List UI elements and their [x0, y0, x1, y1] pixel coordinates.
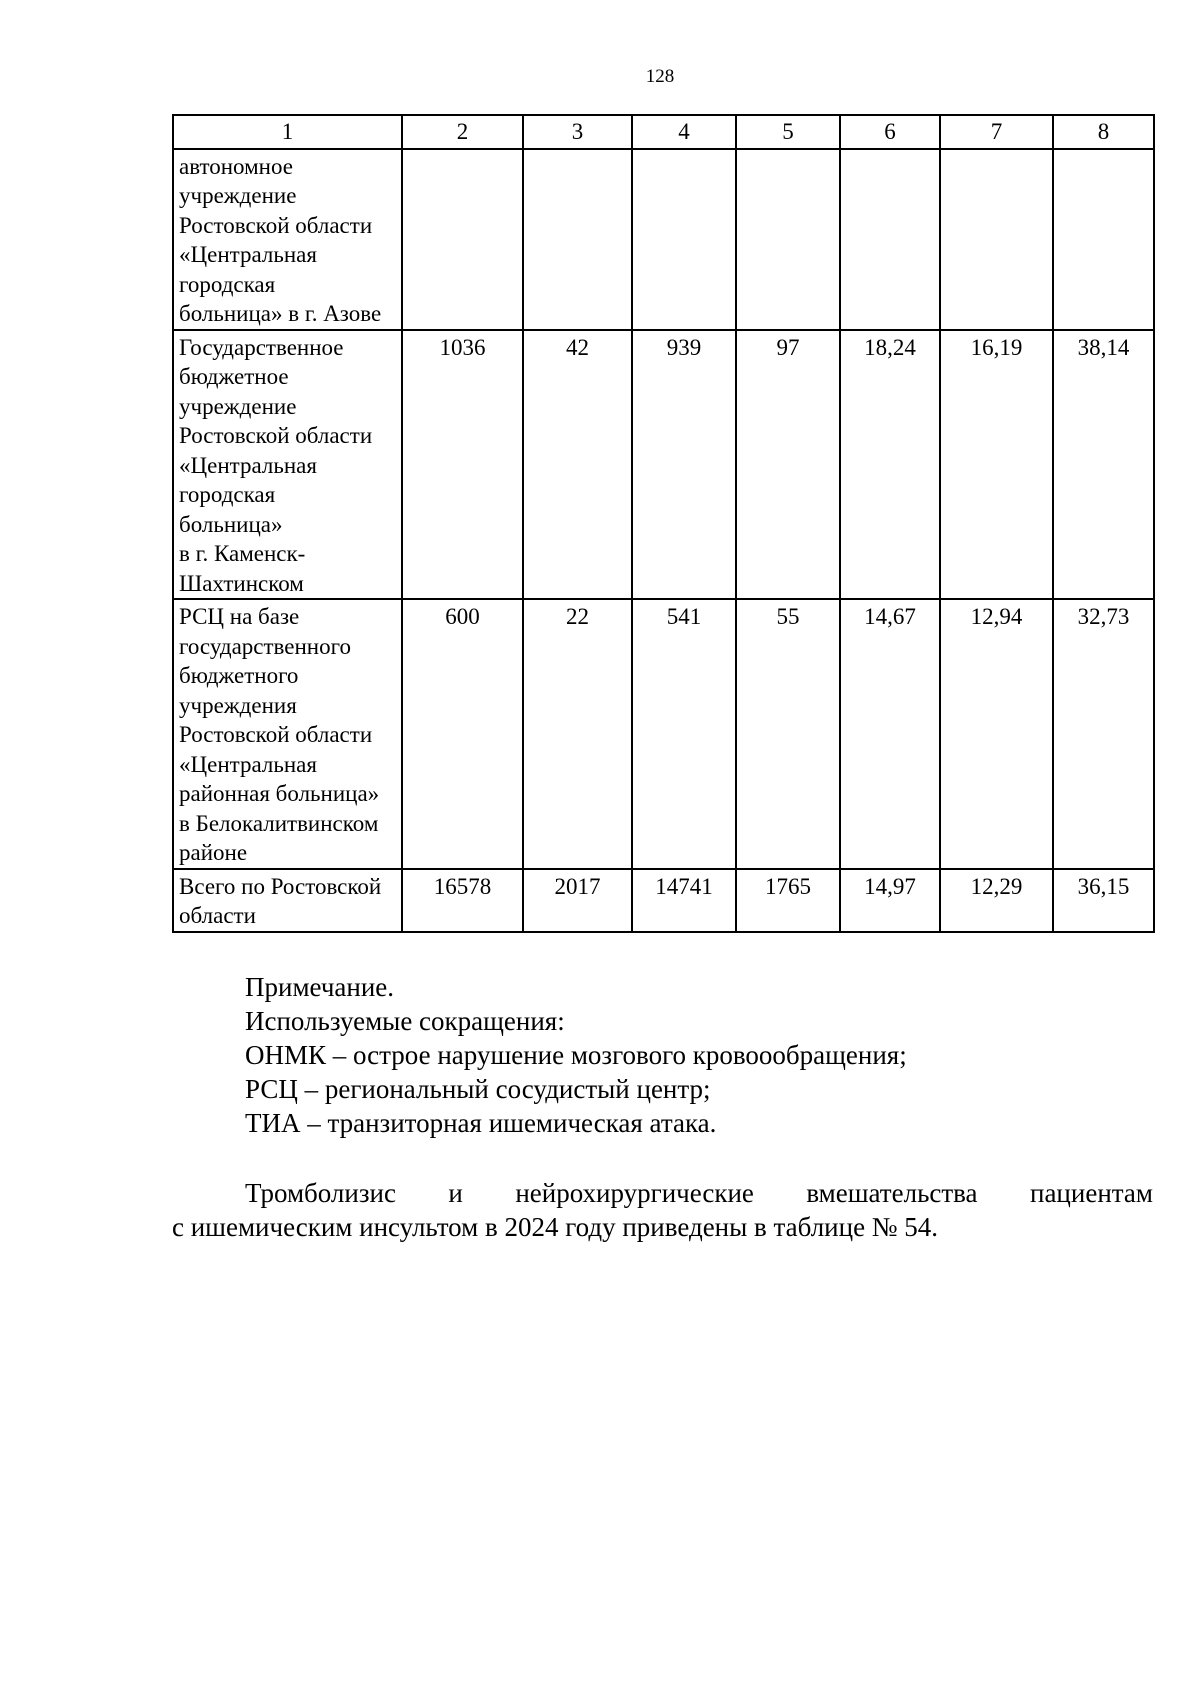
paragraph-word: пациентам [1030, 1178, 1153, 1208]
table-cell [632, 149, 736, 330]
table-cell [523, 149, 632, 330]
column-header: 7 [940, 115, 1053, 149]
table-total-row [173, 869, 1154, 932]
table-cell [1053, 149, 1154, 330]
table-cell: 22 [523, 599, 632, 869]
table-cell: 14,97 [840, 869, 940, 932]
table-cell: 97 [736, 330, 840, 600]
table-cell: 14,67 [840, 599, 940, 869]
table-cell: 36,15 [1053, 869, 1154, 932]
table-cell: 18,24 [840, 330, 940, 600]
abbreviation-item: РСЦ – региональный сосудистый центр; [245, 1074, 711, 1104]
abbreviation-item: ТИА – транзиторная ишемическая атака. [245, 1108, 717, 1138]
table-cell: 14741 [632, 869, 736, 932]
table-header-row [173, 115, 1154, 149]
column-header: 3 [523, 115, 632, 149]
paragraph-word: Тромболизис [245, 1178, 396, 1208]
table-cell: 600 [402, 599, 523, 869]
abbreviation-item: ОНМК – острое нарушение мозгового кровоообращения; [245, 1040, 907, 1070]
column-header: 6 [840, 115, 940, 149]
table-cell: 38,14 [1053, 330, 1154, 600]
paragraph-word: нейрохирургические [515, 1178, 754, 1208]
paragraph-line: с ишемическим инсультом в 2024 году приведены в таблице № 54. [172, 1212, 939, 1242]
note-block [245, 970, 907, 1140]
institution-name-cell: Государственное бюджетное учреждение Ростовской области «Центральная городская больница» в г. Каменск- Шахтинском [173, 330, 402, 600]
column-header: 1 [173, 115, 402, 149]
total-label-cell: Всего по Ростовской области [173, 869, 402, 932]
table-cell: 541 [632, 599, 736, 869]
note-title: Примечание. [245, 972, 395, 1002]
table-cell [736, 149, 840, 330]
institution-name-cell: РСЦ на базе государственного бюджетного учреждения Ростовской области «Центральная районная больница» в Белокалитвинском районе [173, 599, 402, 869]
column-header: 2 [402, 115, 523, 149]
table-cell: 2017 [523, 869, 632, 932]
table-row [173, 149, 1154, 330]
table-cell: 1036 [402, 330, 523, 600]
table-cell: 1765 [736, 869, 840, 932]
column-header: 4 [632, 115, 736, 149]
table-cell: 16,19 [940, 330, 1053, 600]
page-number: 128 [645, 66, 675, 87]
table-cell: 55 [736, 599, 840, 869]
table-cell: 939 [632, 330, 736, 600]
statistics-table [172, 114, 1155, 933]
institution-name-cell: автономное учреждение Ростовской области «Центральная городская больница» в г. Азове [173, 149, 402, 330]
column-header: 8 [1053, 115, 1154, 149]
abbreviations-heading: Используемые сокращения: [245, 1006, 565, 1036]
table-cell [402, 149, 523, 330]
table-row [173, 599, 1154, 869]
paragraph-word: вмешательства [806, 1178, 978, 1208]
table-cell [940, 149, 1053, 330]
table-cell: 32,73 [1053, 599, 1154, 869]
body-paragraph [172, 1176, 1153, 1244]
table-cell: 12,29 [940, 869, 1053, 932]
table-cell: 16578 [402, 869, 523, 932]
column-header: 5 [736, 115, 840, 149]
table-cell: 42 [523, 330, 632, 600]
paragraph-line [172, 1176, 1153, 1210]
table-cell: 12,94 [940, 599, 1053, 869]
table-cell [840, 149, 940, 330]
table-row [173, 330, 1154, 600]
paragraph-word: и [448, 1178, 463, 1208]
